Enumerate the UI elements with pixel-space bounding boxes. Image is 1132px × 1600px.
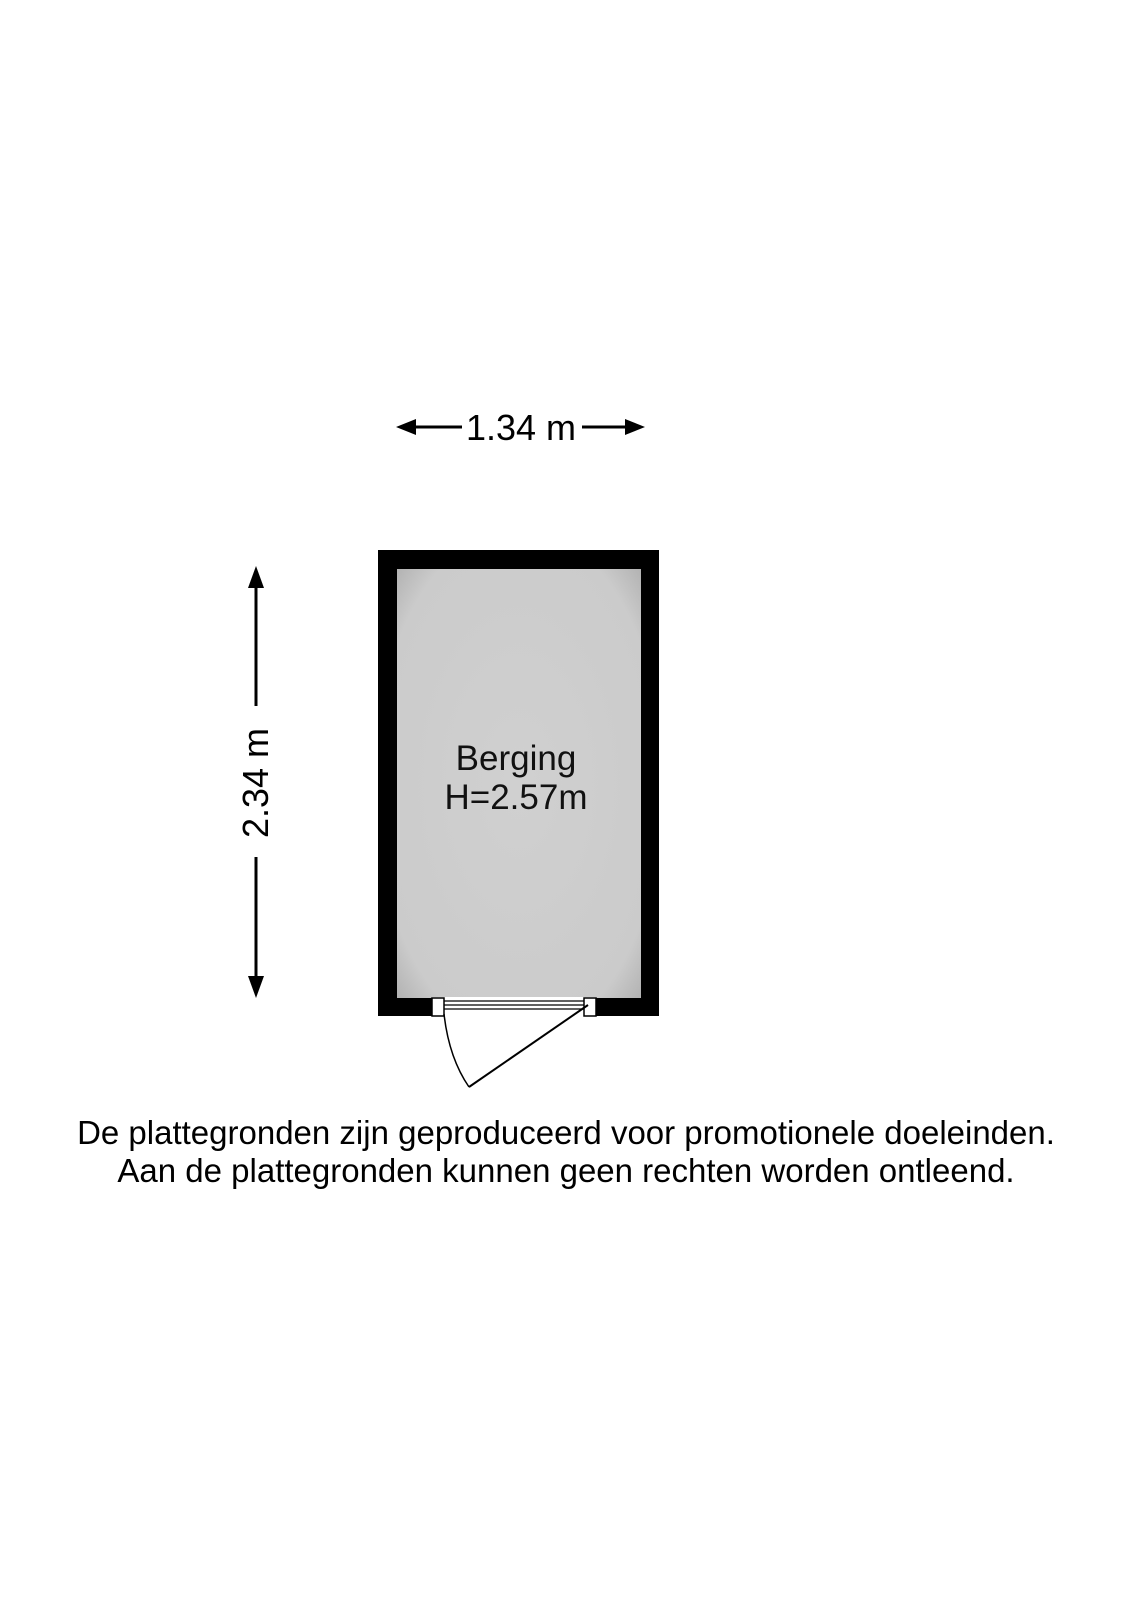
- height-label: 2.34 m: [235, 727, 276, 839]
- arrow-up-icon: [248, 566, 264, 588]
- door-jamb-left: [432, 998, 444, 1016]
- room-berging: [378, 550, 659, 1087]
- width-dimension: [396, 407, 645, 448]
- disclaimer: [0, 1114, 1132, 1190]
- arrow-left-icon: [396, 419, 416, 435]
- room-name: Berging: [455, 739, 577, 778]
- door-leaf: [469, 1005, 588, 1087]
- arrow-down-icon: [248, 976, 264, 998]
- width-label: 1.34 m: [465, 407, 577, 448]
- door-opening: [432, 997, 596, 1017]
- room-height: H=2.57m: [444, 778, 588, 817]
- door-swing-arc: [444, 1014, 469, 1087]
- arrow-right-icon: [625, 419, 645, 435]
- disclaimer-line-1: De plattegronden zijn geproduceerd voor promotionele doeleinden.: [77, 1114, 1055, 1151]
- height-dimension: [235, 566, 276, 998]
- disclaimer-line-2: Aan de plattegronden kunnen geen rechten worden ontleend.: [117, 1152, 1015, 1189]
